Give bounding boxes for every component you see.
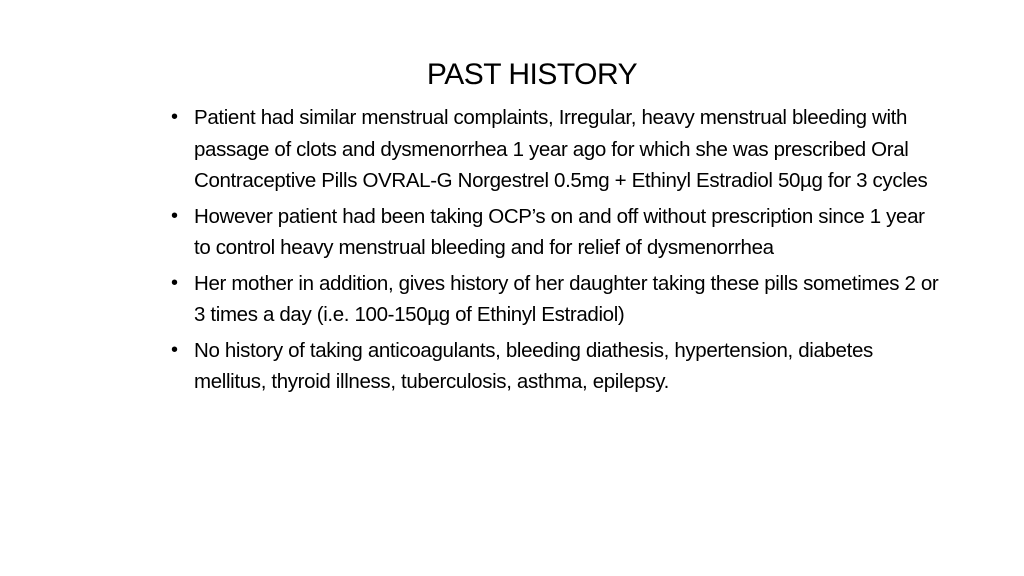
bullet-dot-icon: •: [171, 271, 178, 294]
bullet-item: [170, 102, 940, 197]
bullet-text: Patient had similar menstrual complaints, Irregular, heavy menstrual bleeding with passage of clots and dysmenorrhea 1 year ago for which she was prescribed Oral Contraceptive Pills OVRAL-G Norgestrel 0.5mg + Ethinyl Estradiol 50µg for 3 cycles: [194, 106, 928, 192]
bullet-dot-icon: •: [171, 338, 178, 361]
bullet-item: [170, 201, 940, 264]
slide-title: PAST HISTORY: [426, 58, 638, 91]
bullet-text: No history of taking anticoagulants, bleeding diathesis, hypertension, diabetes mellitus, thyroid illness, tuberculosis, asthma, epilepsy.: [194, 338, 873, 393]
bullet-item: [170, 335, 940, 398]
bullet-dot-icon: •: [171, 106, 178, 128]
bullet-text: Her mother in addition, gives history of her daughter taking these pills sometimes 2 or 3 times a day (i.e. 100-150µg of Ethinyl Estradiol): [194, 271, 939, 326]
bullet-text: However patient had been taking OCP’s on and off without prescription since 1 year to control heavy menstrual bleeding and for relief of dysmenorrhea: [194, 204, 925, 259]
bullet-list: [170, 102, 940, 402]
bullet-dot-icon: •: [171, 204, 178, 227]
bullet-item: [170, 268, 940, 331]
